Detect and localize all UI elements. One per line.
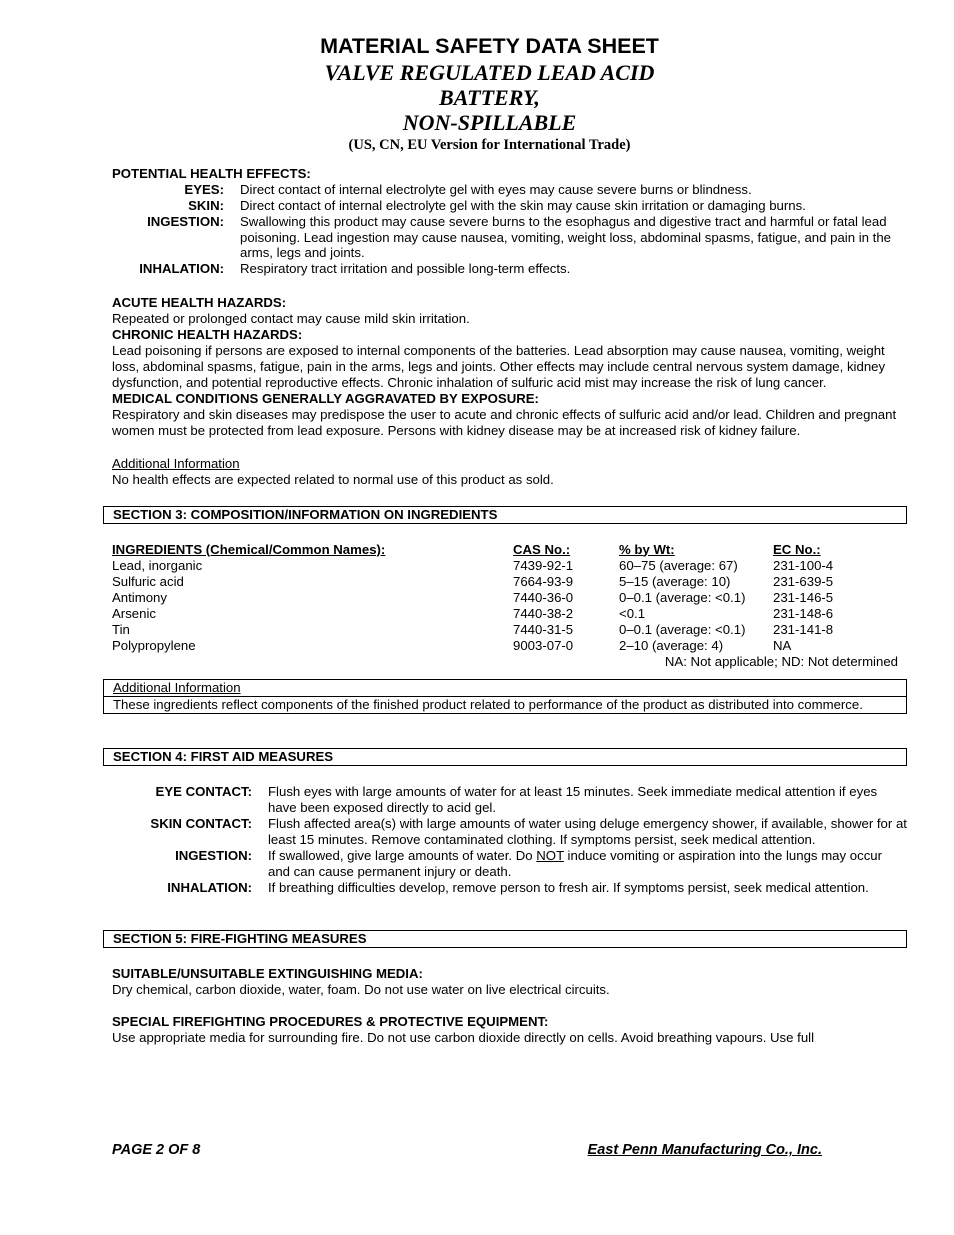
table-row: [112, 574, 907, 590]
chronic-heading: CHRONIC HEALTH HAZARDS:: [112, 326, 303, 342]
ingestion-not-emphasis: NOT: [536, 847, 564, 863]
inhalation-row: [112, 261, 907, 277]
ingestion-text-start: If swallowed, give large amounts of water. Do: [268, 847, 537, 863]
skin-contact-text: Flush affected area(s) with large amounts of water using deluge emergency shower, if available, shower for at least 15 minutes. Remove contaminated clothing. If symptoms persist, seek medical attention.: [268, 815, 907, 847]
section-5-heading: SECTION 5: FIRE-FIGHTING MEASURES: [103, 930, 907, 948]
medical-conditions-text: Respiratory and skin diseases may predispose the user to acute and chronic effects of sulfuric acid and/or lead. Children and pregnant women must be protected from lead exposure. Persons with kidney disease may be at increased risk of kidney failure.: [112, 406, 897, 438]
ingredients-header-row: [112, 542, 907, 558]
ec-number: 231-148-6: [773, 605, 834, 621]
company-name: East Penn Manufacturing Co., Inc.: [587, 1142, 822, 1158]
eye-contact-label: EYE CONTACT:: [155, 783, 252, 799]
percent-weight: <0.1: [619, 605, 646, 621]
health-effects-block: [112, 166, 907, 277]
cas-number: 7440-38-2: [513, 605, 574, 621]
skin-label: SKIN:: [188, 198, 224, 213]
skin-text: Direct contact of internal electrolyte gel with the skin may cause skin irritation or damaging burns.: [240, 198, 806, 213]
ingredients-table: [112, 542, 907, 654]
firefighting-procedures-block: [112, 1014, 907, 1046]
percent-weight: 5–15 (average: 10): [619, 573, 731, 589]
col-percent-weight: % by Wt:: [619, 541, 675, 557]
cas-number: 7664-93-9: [513, 573, 574, 589]
firefighting-procedures-heading: SPECIAL FIREFIGHTING PROCEDURES & PROTECTIVE EQUIPMENT:: [112, 1013, 549, 1029]
ingredient-name: Antimony: [112, 589, 167, 605]
ingredient-name: Sulfuric acid: [112, 573, 184, 589]
chronic-text: Lead poisoning if persons are exposed to internal components of the batteries. Lead absorption may cause nausea, vomiting, weight loss, abdominal spasms, fatigue, pain in the arms, legs and joints. Other effects may include central nervous system damage, kidney dysfunction, and potential reproductive effects. Chronic inhalation of sulfuric acid mist may increase the risk of lung cancer.: [112, 342, 886, 390]
ingredients-additional-text: These ingredients reflect components of the finished product related to performance of the product as distributed into commerce.: [113, 696, 863, 712]
eye-contact-text: Flush eyes with large amounts of water for at least 15 minutes. Seek immediate medical attention if eyes have been exposed directly to acid gel.: [268, 783, 878, 815]
ingredient-name: Polypropylene: [112, 637, 196, 653]
ec-number: 231-146-5: [773, 589, 834, 605]
col-ingredient-name: INGREDIENTS (Chemical/Common Names):: [112, 541, 386, 557]
document-page: [112, 32, 907, 1046]
version-note: (US, CN, EU Version for International Trade): [348, 137, 631, 153]
inhalation-text: Respiratory tract irritation and possible long-term effects.: [240, 260, 571, 276]
first-aid-ingestion-row: [112, 848, 907, 880]
percent-weight: 60–75 (average: 67): [619, 557, 738, 573]
page-number: PAGE 2 OF 8: [112, 1142, 201, 1158]
extinguishing-media-heading: SUITABLE/UNSUITABLE EXTINGUISHING MEDIA:: [112, 965, 423, 981]
health-additional-block: [112, 456, 907, 488]
cas-number: 7440-31-5: [513, 621, 574, 637]
skin-contact-row: [112, 816, 907, 848]
health-effects-heading: POTENTIAL HEALTH EFFECTS:: [112, 166, 311, 181]
product-name-line-3: NON-SPILLABLE: [402, 110, 577, 135]
skin-contact-label: SKIN CONTACT:: [150, 815, 252, 831]
ingestion-label: INGESTION:: [147, 214, 224, 229]
ec-number: 231-100-4: [773, 557, 834, 573]
table-row: [112, 622, 907, 638]
first-aid-inhalation-row: [112, 880, 907, 896]
eye-contact-row: [112, 784, 907, 816]
table-row: [112, 590, 907, 606]
medical-conditions-heading: MEDICAL CONDITIONS GENERALLY AGGRAVATED BY EXPOSURE:: [112, 390, 539, 406]
first-aid-block: [112, 784, 907, 896]
first-aid-ingestion-label: INGESTION:: [175, 847, 252, 863]
table-row: [112, 638, 907, 654]
eyes-label: EYES:: [184, 182, 224, 197]
eyes-row: [112, 182, 907, 198]
ec-number: NA: [773, 637, 792, 653]
extinguishing-media-block: [112, 966, 907, 998]
document-title: MATERIAL SAFETY DATA SHEET: [320, 34, 659, 58]
cas-number: 7440-36-0: [513, 589, 574, 605]
health-additional-text: No health effects are expected related to normal use of this product as sold.: [112, 471, 554, 487]
acute-heading: ACUTE HEALTH HAZARDS:: [112, 294, 287, 310]
table-row: [112, 606, 907, 622]
ingredients-additional-box: [103, 679, 907, 714]
percent-weight: 0–0.1 (average: <0.1): [619, 589, 746, 605]
eyes-text: Direct contact of internal electrolyte gel with eyes may cause severe burns or blindness.: [240, 182, 752, 197]
percent-weight: 0–0.1 (average: <0.1): [619, 621, 746, 637]
health-additional-heading: Additional Information: [112, 455, 240, 471]
skin-row: [112, 198, 907, 214]
table-row: [112, 558, 907, 574]
cas-number: 9003-07-0: [513, 637, 574, 653]
acute-text: Repeated or prolonged contact may cause mild skin irritation.: [112, 310, 470, 326]
ingredients-additional-heading: Additional Information: [104, 680, 906, 697]
product-name-line-2: BATTERY,: [439, 85, 540, 110]
ingestion-row: [112, 214, 907, 261]
ec-number: 231-639-5: [773, 573, 834, 589]
first-aid-inhalation-label: INHALATION:: [167, 879, 252, 895]
extinguishing-media-text: Dry chemical, carbon dioxide, water, foam. Do not use water on live electrical circuits.: [112, 981, 610, 997]
first-aid-ingestion-text: [268, 848, 907, 880]
percent-weight: 2–10 (average: 4): [619, 637, 724, 653]
ingredient-name: Lead, inorganic: [112, 557, 203, 573]
ingredient-name: Tin: [112, 621, 130, 637]
first-aid-inhalation-text: If breathing difficulties develop, remove person to fresh air. If symptoms persist, seek medical attention.: [268, 879, 869, 895]
col-cas-no: CAS No.:: [513, 541, 571, 557]
product-name-line-1: VALVE REGULATED LEAD ACID: [324, 60, 655, 85]
cas-number: 7439-92-1: [513, 557, 574, 573]
abbreviation-note: NA: Not applicable; ND: Not determined: [664, 653, 898, 669]
hazards-block: [112, 295, 907, 439]
ingestion-text-end: induce vomiting or aspiration into the lungs may occur and can cause permanent injury or death.: [268, 847, 883, 879]
section-3-heading: SECTION 3: COMPOSITION/INFORMATION ON INGREDIENTS: [103, 506, 907, 524]
ingestion-text: Swallowing this product may cause severe burns to the esophagus and digestive tract and harmful or fatal lead poisoning. Lead ingestion may cause nausea, vomiting, weight loss, abdominal spasms, fatigue, and pain in the arms, legs and joints.: [240, 214, 891, 260]
section-4-heading: SECTION 4: FIRST AID MEASURES: [103, 748, 907, 766]
firefighting-procedures-text: Use appropriate media for surrounding fire. Do not use carbon dioxide directly on cells. Avoid breathing vapours. Use full: [112, 1029, 815, 1045]
col-ec-no: EC No.:: [773, 541, 821, 557]
inhalation-label: INHALATION:: [139, 260, 224, 276]
ec-number: 231-141-8: [773, 621, 834, 637]
ingredient-name: Arsenic: [112, 605, 156, 621]
